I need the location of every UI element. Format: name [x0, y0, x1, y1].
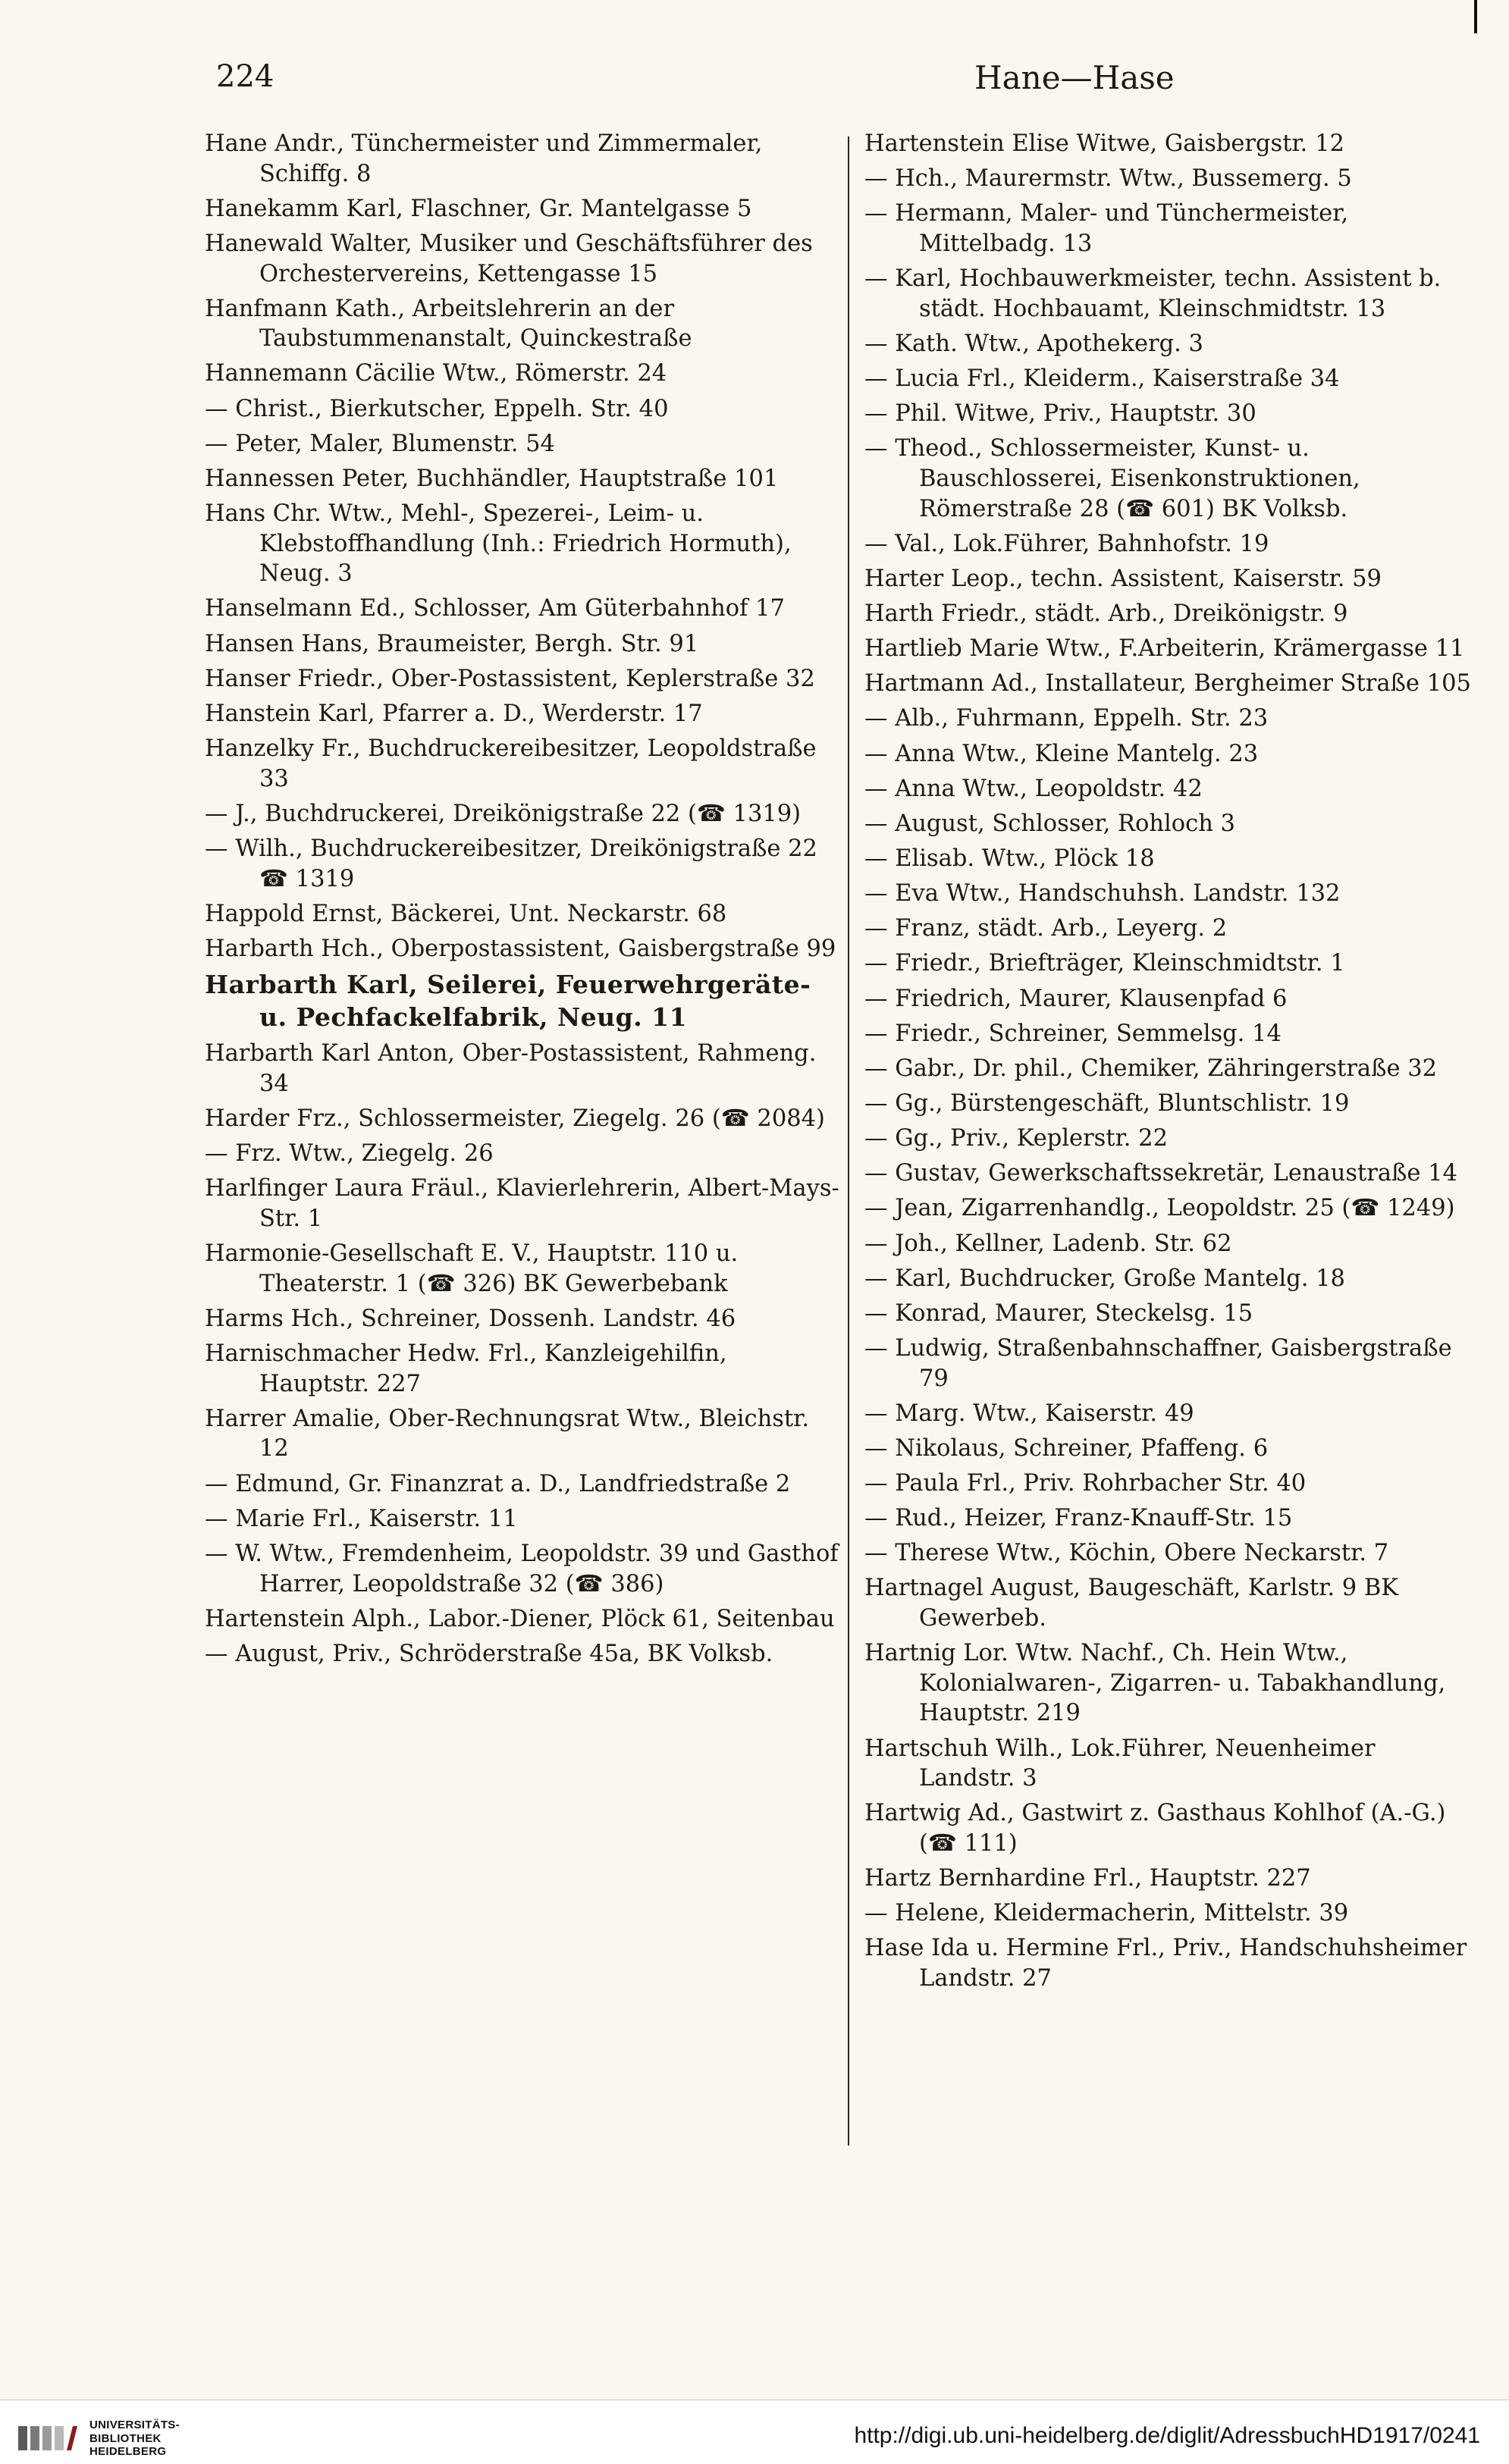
library-logo-icon: [17, 2422, 77, 2455]
directory-entry: — Anna Wtw., Leopoldstr. 42: [864, 774, 1471, 804]
directory-entry: — Phil. Witwe, Priv., Hauptstr. 30: [864, 399, 1471, 429]
right-column: [864, 129, 1471, 2168]
directory-entry: Hase Ida u. Hermine Frl., Priv., Handschuhsheimer Landstr. 27: [864, 1935, 1467, 1992]
directory-entry: Hanser Friedr., Ober-Postassistent, Keplerstraße 32: [205, 665, 815, 692]
directory-entry: Hannemann Cäcilie Wtw., Römerstr. 24: [205, 360, 667, 387]
directory-entry: — Paula Frl., Priv. Rohrbacher Str. 40: [864, 1469, 1471, 1499]
directory-entry: — Hch., Maurermstr. Wtw., Bussemerg. 5: [864, 164, 1471, 194]
directory-entry: Hartnagel August, Baugeschäft, Karlstr. 9 BK Gewerbeb.: [864, 1575, 1399, 1632]
running-title: Hane—Hase: [974, 59, 1175, 96]
directory-entry: Hans Chr. Wtw., Mehl-, Spezerei-, Leim- u. Klebstoffhandlung (Inh.: Friedrich Hormuth), Neug. 3: [205, 500, 792, 588]
directory-entry: Harth Friedr., städt. Arb., Dreikönigstr. 9: [864, 600, 1348, 627]
running-header: [209, 59, 1490, 105]
directory-entry: — Karl, Buchdrucker, Große Mantelg. 18: [864, 1264, 1471, 1294]
directory-entry: — Christ., Bierkutscher, Eppelh. Str. 40: [205, 394, 842, 425]
directory-entry: — August, Schlosser, Rohloch 3: [864, 809, 1471, 839]
directory-entry: — Hermann, Maler- und Tünchermeister, Mittelbadg. 13: [864, 199, 1471, 259]
directory-entry: Hane Andr., Tünchermeister und Zimmermaler, Schiffg. 8: [205, 130, 763, 187]
directory-entry: — Jean, Zigarrenhandlg., Leopoldstr. 25 (☎ 1249): [864, 1193, 1471, 1224]
directory-entry: Harrer Amalie, Ober-Rechnungsrat Wtw., Bleichstr. 12: [205, 1405, 810, 1462]
directory-entry: — Gg., Bürstengeschäft, Bluntschlistr. 19: [864, 1089, 1471, 1119]
directory-entry: — Elisab. Wtw., Plöck 18: [864, 844, 1471, 874]
directory-entry: — Franz, städt. Arb., Leyerg. 2: [864, 914, 1471, 944]
directory-entry: — W. Wtw., Fremdenheim, Leopoldstr. 39 und Gasthof Harrer, Leopoldstraße 32 (☎ 386): [205, 1539, 842, 1599]
directory-entry: — Konrad, Maurer, Steckelsg. 15: [864, 1299, 1471, 1329]
directory-entry: Hartz Bernhardine Frl., Hauptstr. 227: [864, 1865, 1311, 1892]
directory-entry: — Nikolaus, Schreiner, Pfaffeng. 6: [864, 1434, 1471, 1464]
directory-entry: Hanekamm Karl, Flaschner, Gr. Mantelgasse 5: [205, 195, 752, 222]
directory-entry: Harbarth Karl Anton, Ober-Postassistent, Rahmeng. 34: [205, 1040, 817, 1097]
directory-entry: — Karl, Hochbauwerkmeister, techn. Assistent b. städt. Hochbauamt, Kleinschmidtstr. 13: [864, 264, 1471, 324]
directory-entry: — Kath. Wtw., Apothekerg. 3: [864, 329, 1471, 359]
directory-entry: Hartwig Ad., Gastwirt z. Gasthaus Kohlhof (A.-G.) (☎ 111): [864, 1800, 1446, 1857]
directory-entry: — Wilh., Buchdruckereibesitzer, Dreikönigstraße 22 ☎ 1319: [205, 834, 842, 894]
directory-entry: Hannessen Peter, Buchhändler, Hauptstraße 101: [205, 465, 779, 492]
directory-entry: — Eva Wtw., Handschuhsh. Landstr. 132: [864, 879, 1471, 909]
directory-entry: Hartlieb Marie Wtw., F.Arbeiterin, Krämergasse 11: [864, 635, 1465, 663]
directory-entry: Harmonie-Gesellschaft E. V., Hauptstr. 110 u. Theaterstr. 1 (☎ 326) BK Gewerbebank: [205, 1240, 739, 1297]
directory-entry: — Helene, Kleidermacherin, Mittelstr. 39: [864, 1898, 1471, 1929]
directory-entry: — Frz. Wtw., Ziegelg. 26: [205, 1139, 842, 1169]
footer: [0, 2400, 1509, 2464]
directory-entry: Hartenstein Elise Witwe, Gaisbergstr. 12: [864, 130, 1344, 157]
directory-entry: Hanselmann Ed., Schlosser, Am Güterbahnhof 17: [205, 595, 785, 622]
directory-entry: Harnischmacher Hedw. Frl., Kanzleigehilfin, Hauptstr. 227: [205, 1340, 727, 1397]
directory-entry: — Edmund, Gr. Finanzrat a. D., Landfriedstraße 2: [205, 1469, 842, 1500]
directory-entry: Hanzelky Fr., Buchdruckereibesitzer, Leopoldstraße 33: [205, 735, 817, 792]
directory-entry: — Marie Frl., Kaiserstr. 11: [205, 1504, 842, 1535]
directory-entry: Hartnig Lor. Wtw. Nachf., Ch. Hein Wtw., Kolonialwaren-, Zigarren- u. Tabakhandlung, Hauptstr. 219: [864, 1640, 1446, 1727]
directory-entry: — August, Priv., Schröderstraße 45a, BK Volksb.: [205, 1639, 842, 1669]
directory-entry: — Alb., Fuhrmann, Eppelh. Str. 23: [864, 704, 1471, 734]
directory-entry: Hansen Hans, Braumeister, Bergh. Str. 91: [205, 630, 699, 657]
source-url[interactable]: http://digi.ub.uni-heidelberg.de/diglit/AdressbuchHD1917/0241: [854, 2423, 1480, 2448]
directory-entry: — Marg. Wtw., Kaiserstr. 49: [864, 1399, 1471, 1429]
directory-entry: — Peter, Maler, Blumenstr. 54: [205, 429, 842, 459]
directory-entry: — Friedr., Schreiner, Semmelsg. 14: [864, 1019, 1471, 1049]
directory-entry: Hartenstein Alph., Labor.-Diener, Plöck 61, Seitenbau: [205, 1605, 835, 1632]
directory-entry: Harms Hch., Schreiner, Dossenh. Landstr. 46: [205, 1305, 736, 1332]
directory-entry: — Rud., Heizer, Franz-Knauff-Str. 15: [864, 1503, 1471, 1534]
directory-entry: — Gg., Priv., Keplerstr. 22: [864, 1124, 1471, 1154]
column-divider: [848, 136, 849, 2146]
directory-entry: Hartschuh Wilh., Lok.Führer, Neuenheimer Landstr. 3: [864, 1735, 1376, 1792]
directory-entry: — Ludwig, Straßenbahnschaffner, Gaisbergstraße 79: [864, 1334, 1471, 1393]
directory-entry: Harbarth Karl, Seilerei, Feuerwehrgeräte- u. Pechfackelfabrik, Neug. 11: [205, 970, 811, 1032]
directory-entry: Harbarth Hch., Oberpostassistent, Gaisbergstraße 99: [205, 935, 836, 962]
directory-entry: Harter Leop., techn. Assistent, Kaiserstr. 59: [864, 565, 1382, 592]
directory-entry: Harder Frz., Schlossermeister, Ziegelg. 26 (☎ 2084): [205, 1105, 825, 1133]
page-edge-mark: [1474, 0, 1477, 33]
directory-entry: Happold Ernst, Bäckerei, Unt. Neckarstr. 68: [205, 900, 727, 927]
directory-entry: — Friedrich, Maurer, Klausenpfad 6: [864, 984, 1471, 1014]
directory-entry: Hanfmann Kath., Arbeitslehrerin an der Taubstummenanstalt, Quinckestraße: [205, 295, 692, 353]
directory-entry: — J., Buchdruckerei, Dreikönigstraße 22 (☎ 1319): [205, 799, 842, 829]
directory-entry: — Therese Wtw., Köchin, Obere Neckarstr. 7: [864, 1538, 1471, 1569]
directory-entry: — Anna Wtw., Kleine Mantelg. 23: [864, 739, 1471, 770]
directory-entry: — Friedr., Briefträger, Kleinschmidtstr. 1: [864, 948, 1471, 979]
library-name: UNIVERSITÄTS- BIBLIOTHEK HEIDELBERG: [89, 2419, 180, 2459]
directory-entry: Hanewald Walter, Musiker und Geschäftsführer des Orchestervereins, Kettengasse 15: [205, 230, 813, 287]
directory-entry: — Joh., Kellner, Ladenb. Str. 62: [864, 1229, 1471, 1259]
directory-entry: — Lucia Frl., Kleiderm., Kaiserstraße 34: [864, 364, 1471, 394]
page-number: 224: [216, 59, 275, 94]
directory-entry: — Gabr., Dr. phil., Chemiker, Zähringerstraße 32: [864, 1054, 1471, 1084]
directory-entry: — Theod., Schlossermeister, Kunst- u. Bauschlosserei, Eisenkonstruktionen, Römerstraße 28 (☎ 601) BK Volksb.: [864, 434, 1471, 524]
left-column: [205, 129, 842, 2168]
directory-entry: — Val., Lok.Führer, Bahnhofstr. 19: [864, 529, 1471, 560]
directory-entry: Harlfinger Laura Fräul., Klavierlehrerin, Albert-Mays-Str. 1: [205, 1175, 839, 1232]
directory-entry: Hartmann Ad., Installateur, Bergheimer Straße 105: [864, 670, 1471, 698]
directory-entry: Hanstein Karl, Pfarrer a. D., Werderstr. 17: [205, 700, 703, 727]
directory-entry: — Gustav, Gewerkschaftssekretär, Lenaustraße 14: [864, 1158, 1471, 1189]
